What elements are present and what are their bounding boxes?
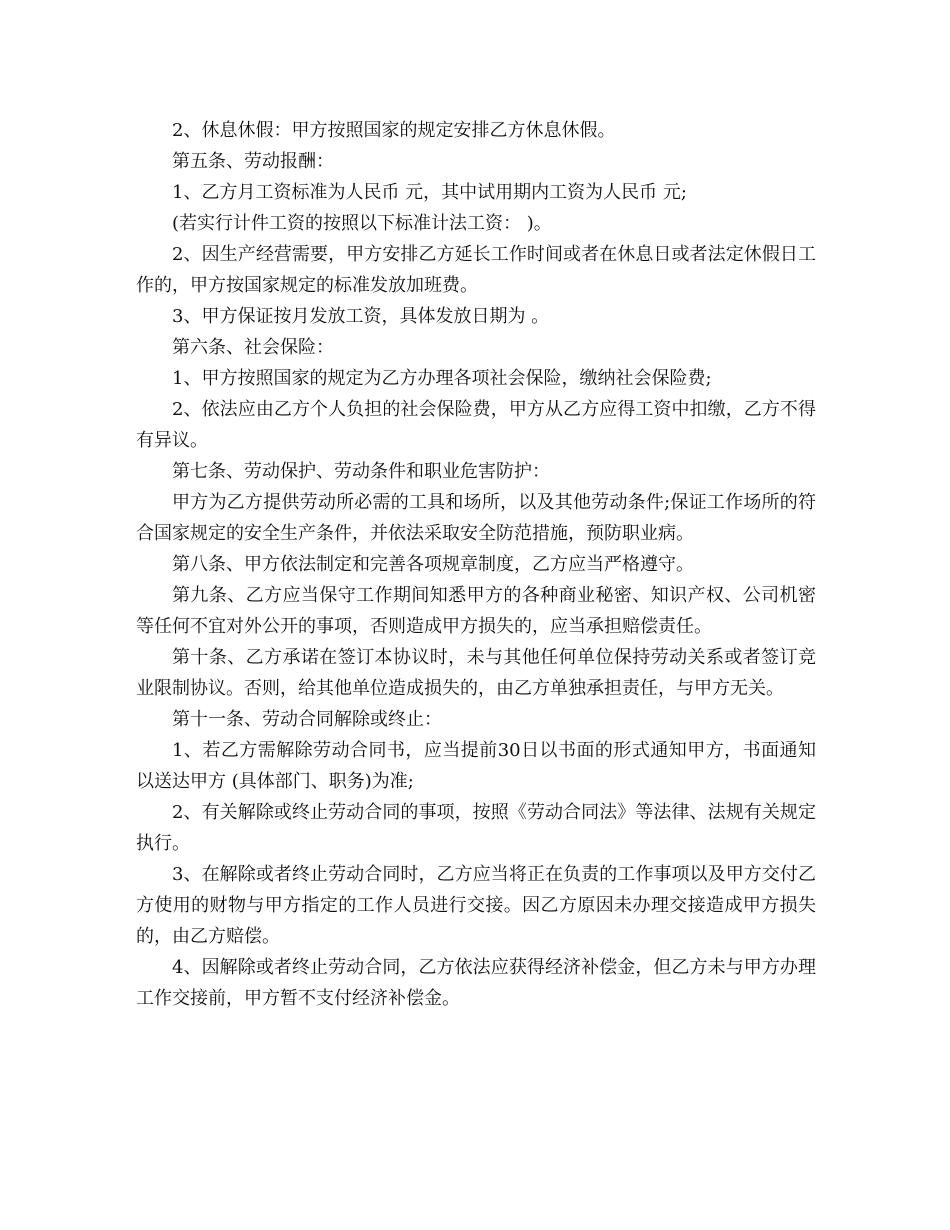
paragraph-work-conditions: 甲方为乙方提供劳动所必需的工具和场所，以及其他劳动条件;保证工作场所的符合国家规定的安全生产条件，并依法采取安全防范措施，预防职业病。 bbox=[136, 492, 816, 544]
paragraph-article-10-non-compete: 第十条、乙方承诺在签订本协议时，未与其他任何单位保持劳动关系或者签订竞业限制协议。否则，给其他单位造成损失的，由乙方单独承担责任，与甲方无关。 bbox=[136, 647, 816, 699]
heading-article-11-termination: 第十一条、劳动合同解除或终止： bbox=[172, 709, 442, 730]
paragraph-piece-rate: (若实行计件工资的按照以下标准计法工资： )。 bbox=[172, 213, 552, 234]
heading-article-5-remuneration: 第五条、劳动报酬： bbox=[172, 151, 334, 172]
paragraph-monthly-salary: 1、乙方月工资标准为人民币 元，其中试用期内工资为人民币 元; bbox=[172, 182, 687, 203]
heading-article-7-labor-protection: 第七条、劳动保护、劳动条件和职业危害防护： bbox=[172, 461, 550, 482]
paragraph-severance: 4、因解除或者终止劳动合同，乙方依法应获得经济补偿金，但乙方未与甲方办理工作交接前，甲方暂不支付经济补偿金。 bbox=[136, 957, 816, 1009]
document-body bbox=[136, 115, 816, 1014]
paragraph-handover: 3、在解除或者终止劳动合同时，乙方应当将正在负责的工作事项以及甲方交付乙方使用的财物与甲方指定的工作人员进行交接。因乙方原因未办理交接造成甲方损失的，由乙方赔偿。 bbox=[136, 864, 816, 947]
paragraph-article-8-rules: 第八条、甲方依法制定和完善各项规章制度，乙方应当严格遵守。 bbox=[172, 554, 694, 575]
paragraph-pay-date: 3、甲方保证按月发放工资，具体发放日期为 。 bbox=[172, 306, 550, 327]
heading-article-6-social-insurance: 第六条、社会保险： bbox=[172, 337, 334, 358]
paragraph-rest-leave: 2、休息休假：甲方按照国家的规定安排乙方休息休假。 bbox=[172, 120, 616, 141]
paragraph-insurance-enrollment: 1、甲方按照国家的规定为乙方办理各项社会保险，缴纳社会保险费; bbox=[172, 368, 712, 389]
paragraph-termination-law: 2、有关解除或终止劳动合同的事项，按照《劳动合同法》等法律、法规有关规定执行。 bbox=[136, 802, 816, 854]
paragraph-article-9-confidentiality: 第九条、乙方应当保守工作期间知悉甲方的各种商业秘密、知识产权、公司机密等任何不宜对外公开的事项，否则造成甲方损失的，应当承担赔偿责任。 bbox=[136, 585, 816, 637]
paragraph-overtime-pay: 2、因生产经营需要，甲方安排乙方延长工作时间或者在休息日或者法定休假日工作的，甲方按国家规定的标准发放加班费。 bbox=[136, 244, 816, 296]
paragraph-insurance-deduction: 2、依法应由乙方个人负担的社会保险费，甲方从乙方应得工资中扣缴，乙方不得有异议。 bbox=[136, 399, 816, 451]
paragraph-termination-notice: 1、若乙方需解除劳动合同书，应当提前30日以书面的形式通知甲方，书面通知以送达甲方 (具体部门、职务)为准; bbox=[136, 740, 816, 792]
